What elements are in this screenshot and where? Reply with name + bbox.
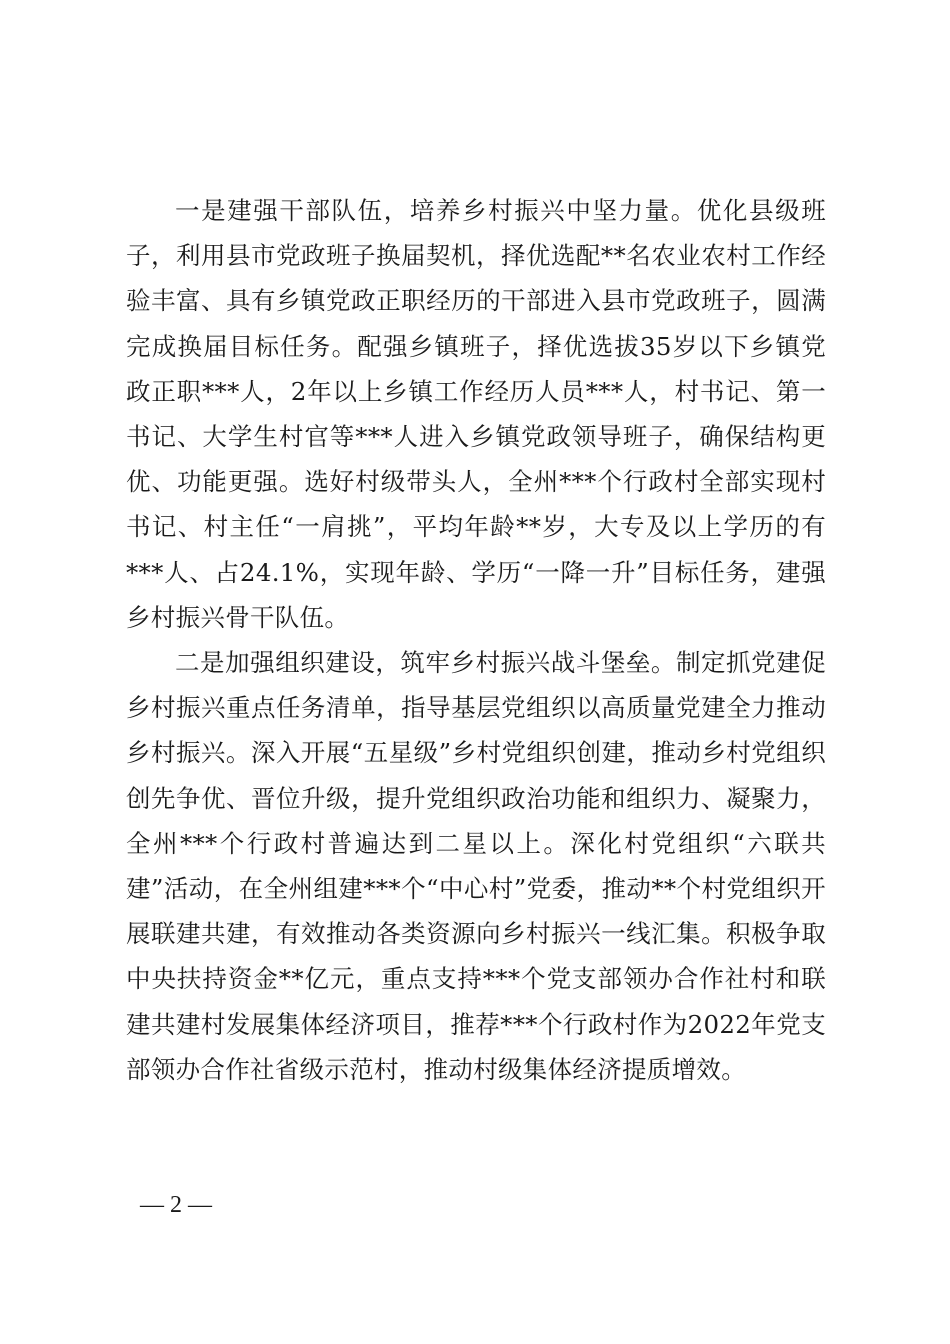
page-number: — 2 — <box>140 1192 212 1218</box>
paragraph-cadre-team: 一是建强干部队伍，培养乡村振兴中坚力量。优化县级班子，利用县市党政班子换届契机，择优选配**名农业农村工作经验丰富、具有乡镇党政正职经历的干部进入县市党政班子，圆满完成换届目标任务。配强乡镇班子，择优选拔35岁以下乡镇党政正职***人，2年以上乡镇工作经历人员***人，村书记、第一书记、大学生村官等***人进入乡镇党政领导班子，确保结构更优、功能更强。选好村级带头人，全州***个行政村全部实现村书记、村主任“一肩挑”，平均年龄**岁，大专及以上学历的有***人、占24.1%，实现年龄、学历“一降一升”目标任务，建强乡村振兴骨干队伍。 <box>126 196 826 632</box>
paragraph-organization-building: 二是加强组织建设，筑牢乡村振兴战斗堡垒。制定抓党建促乡村振兴重点任务清单，指导基层党组织以高质量党建全力推动乡村振兴。深入开展“五星级”乡村党组织创建，推动乡村党组织创先争优、晋位升级，提升党组织政治功能和组织力、凝聚力，全州***个行政村普遍达到二星以上。深化村党组织“六联共建”活动，在全州组建***个“中心村”党委，推动**个村党组织开展联建共建，有效推动各类资源向乡村振兴一线汇集。积极争取中央扶持资金**亿元，重点支持***个党支部领办合作社村和联建共建村发展集体经济项目，推荐***个行政村作为2022年党支部领办合作社省级示范村，推动村级集体经济提质增效。 <box>126 648 826 1084</box>
document-body <box>126 188 826 1092</box>
